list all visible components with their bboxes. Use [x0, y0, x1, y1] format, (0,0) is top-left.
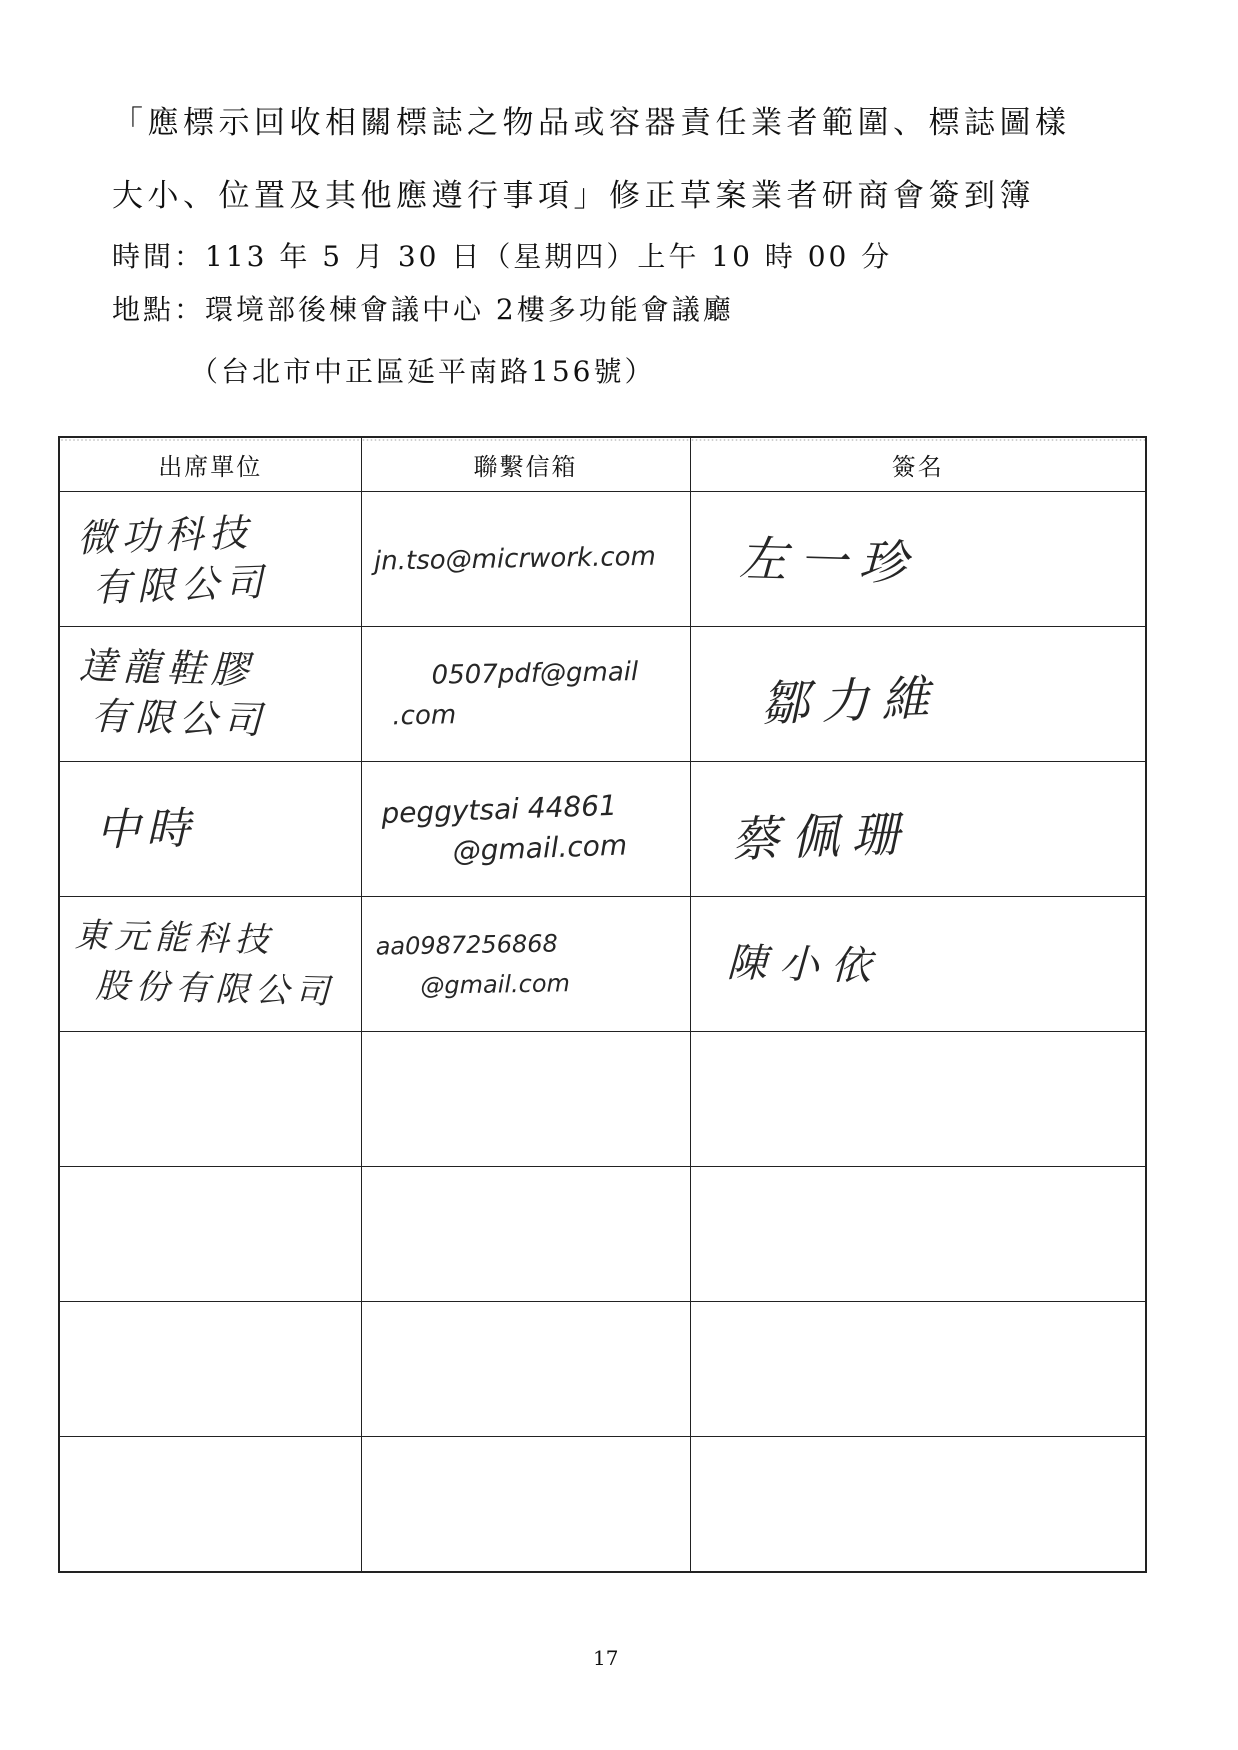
email-cell	[361, 627, 690, 762]
signature: 蔡佩珊	[729, 805, 912, 869]
table-row-empty	[59, 1437, 1146, 1573]
unit-line: 微功科技	[76, 510, 254, 561]
meeting-time: 時間：113 年 5 月 30 日（星期四）上午 10 時 00 分	[112, 240, 893, 273]
table-header	[59, 437, 1146, 492]
unit-handwriting	[59, 910, 362, 1018]
unit-line: 有限公司	[92, 559, 270, 611]
unit-line: 達龍鞋膠	[78, 643, 256, 693]
email-cell	[361, 1032, 690, 1167]
signature-cell	[690, 1032, 1146, 1167]
email-line: .com	[391, 700, 456, 732]
email-cell	[361, 897, 690, 1032]
header-row	[59, 437, 1146, 492]
email-line: jn.tso@micrwork.com	[373, 541, 656, 577]
unit-handwriting	[58, 504, 362, 614]
signature-cell	[690, 1437, 1146, 1573]
table-body	[59, 492, 1146, 1573]
email-handwriting	[361, 536, 690, 582]
unit-cell	[59, 1437, 361, 1573]
signature: 左一珍	[737, 530, 920, 592]
email-line: @gmail.com	[419, 969, 570, 1000]
email-handwriting	[361, 651, 690, 737]
meeting-location: 地點：環境部後棟會議中心 2樓多功能會議廳	[112, 293, 734, 326]
header-unit: 出席單位	[59, 437, 361, 492]
signature-cell	[690, 1302, 1146, 1437]
email-handwriting	[360, 783, 691, 874]
email-line: aa0987256868	[374, 929, 558, 961]
unit-handwriting	[60, 801, 361, 856]
unit-handwriting	[59, 640, 362, 748]
email-line: peggytsai 44861	[380, 788, 617, 831]
email-cell	[361, 1167, 690, 1302]
table-row	[59, 897, 1146, 1032]
email-handwriting	[361, 921, 690, 1007]
signin-table	[58, 436, 1147, 1573]
email-cell	[361, 1302, 690, 1437]
email-cell	[361, 762, 690, 897]
meeting-address: （台北市中正區延平南路156號）	[190, 355, 656, 388]
email-line: 0507pdf@gmail	[430, 657, 638, 691]
table-row-empty	[59, 1302, 1146, 1437]
unit-cell	[59, 627, 361, 762]
table-row	[59, 762, 1146, 897]
page-number: 17	[593, 1646, 619, 1670]
header-email: 聯繫信箱	[361, 437, 690, 492]
signature-cell	[690, 897, 1146, 1032]
signature-cell	[690, 762, 1146, 897]
signature: 鄒力維	[759, 669, 942, 732]
signature-cell	[690, 492, 1146, 627]
table-row	[59, 627, 1146, 762]
title-line-2: 大小、位置及其他應遵行事項」修正草案業者研商會簽到簿	[112, 178, 1035, 214]
email-cell	[361, 492, 690, 627]
unit-cell	[59, 1032, 361, 1167]
signature-cell	[690, 1167, 1146, 1302]
unit-line: 中時	[95, 803, 197, 856]
unit-line: 有限公司	[90, 693, 268, 743]
unit-cell	[59, 1167, 361, 1302]
unit-line: 股份有限公司	[94, 966, 336, 1013]
signature: 陳小依	[725, 939, 884, 990]
unit-cell	[59, 762, 361, 897]
unit-cell	[59, 897, 361, 1032]
email-line: @gmail.com	[451, 828, 628, 868]
title-line-1: 「應標示回收相關標誌之物品或容器責任業者範圍、標誌圖樣	[112, 105, 1071, 141]
email-cell	[361, 1437, 690, 1573]
unit-cell	[59, 492, 361, 627]
table-row-empty	[59, 1167, 1146, 1302]
unit-line: 東元能科技	[74, 915, 276, 961]
signature-cell	[690, 627, 1146, 762]
unit-cell	[59, 1302, 361, 1437]
header-signature: 簽名	[690, 437, 1146, 492]
table-row-empty	[59, 1032, 1146, 1167]
table-row	[59, 492, 1146, 627]
